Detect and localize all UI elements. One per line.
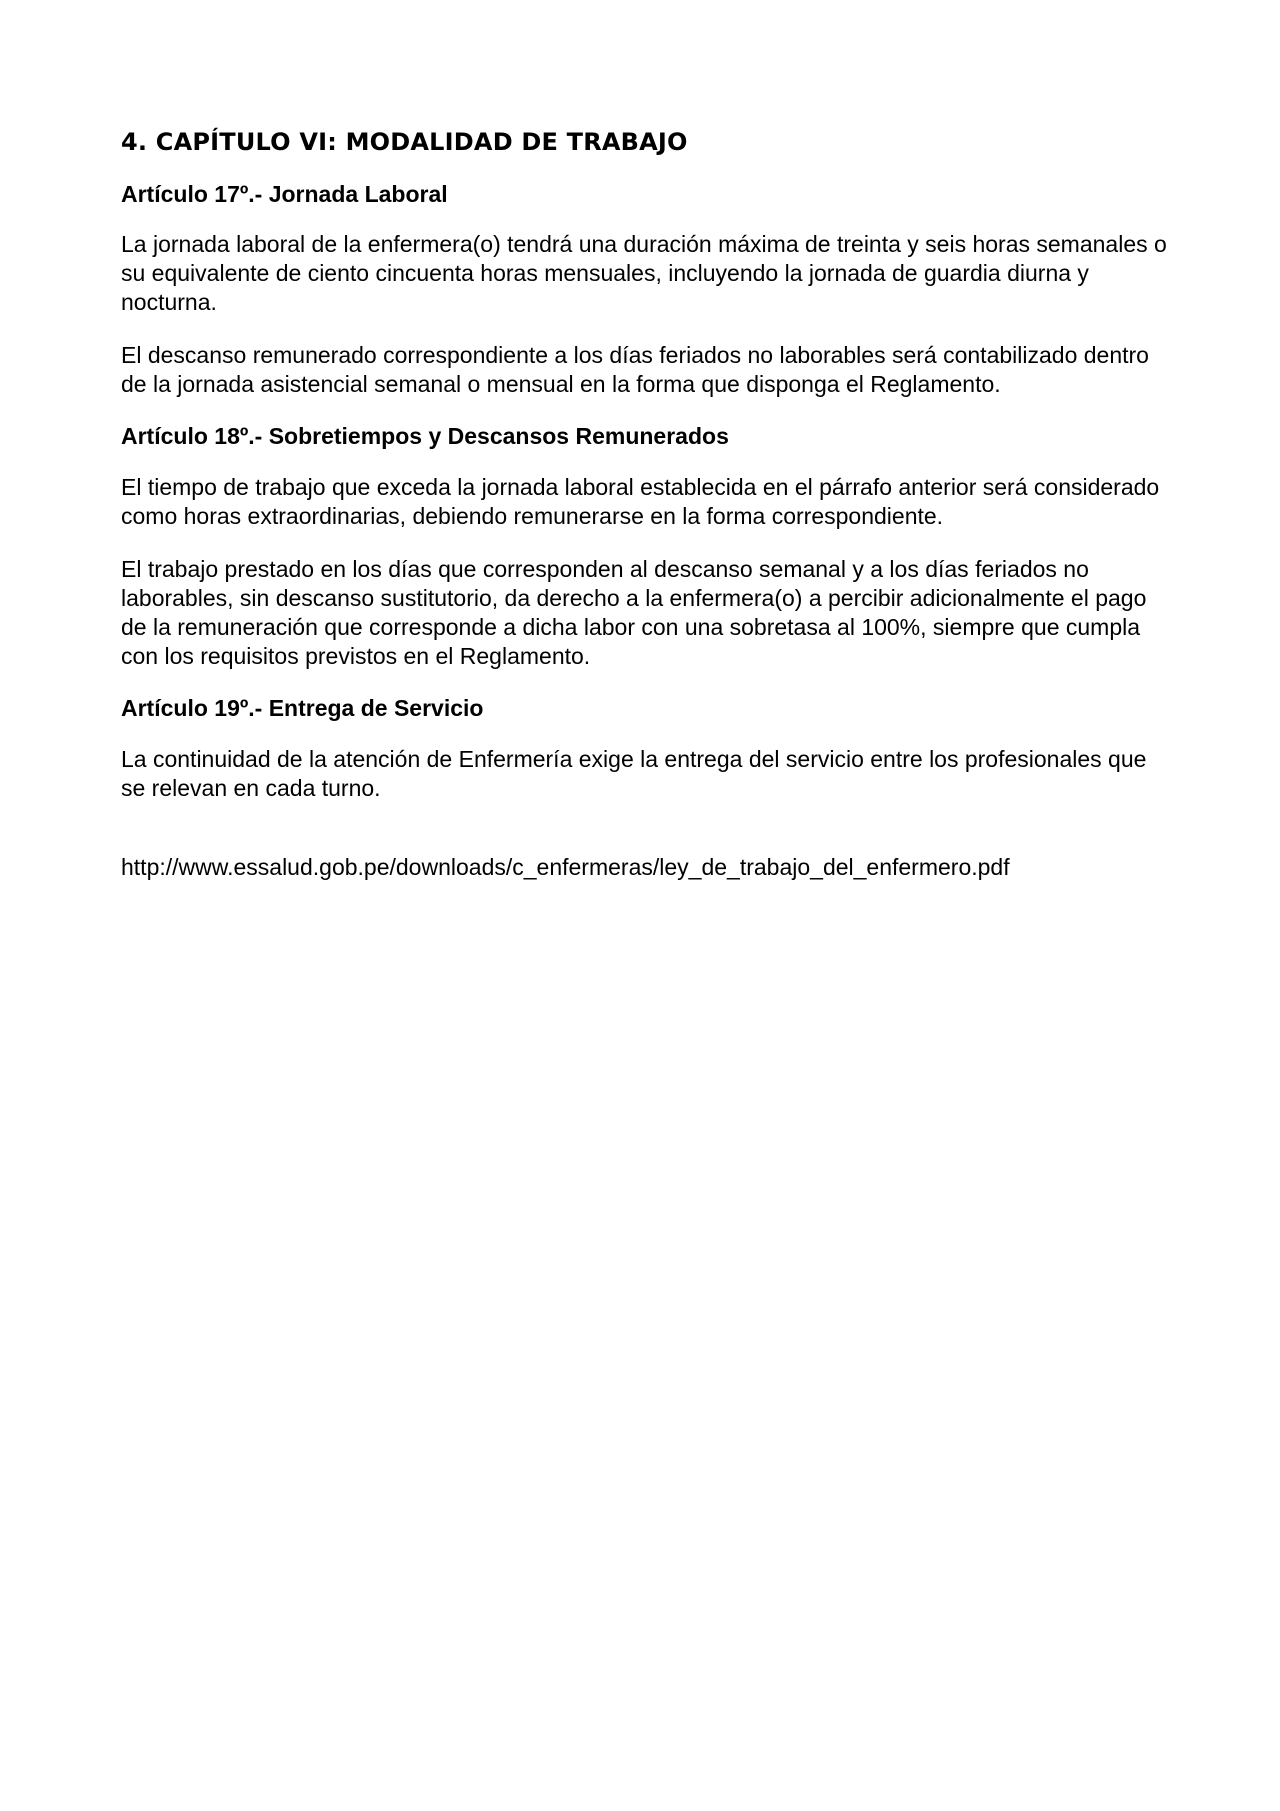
article-paragraph: El tiempo de trabajo que exceda la jornada laboral establecida en el párrafo anterior será considerado como horas extraordinarias, debiendo remunerarse en la forma correspondiente. — [121, 473, 1160, 529]
article-title: Artículo 17º.- Jornada Laboral — [121, 180, 448, 207]
article-paragraph: El trabajo prestado en los días que corresponden al descanso semanal y a los días feriados no laborables, sin descanso sustitutorio, da derecho a la enfermera(o) a percibir adicionalmente el pago de la remuneración que corresponde a dicha labor con una sobretasa al 100%, siempre que cumpla con los requisitos previstos en el Reglamento. — [121, 555, 1147, 669]
article-18 — [121, 423, 1171, 671]
article-title: Artículo 18º.- Sobretiempos y Descansos Remunerados — [121, 423, 729, 450]
article-paragraph: La jornada laboral de la enfermera(o) tendrá una duración máxima de treinta y seis horas semanales o su equivalente de ciento cincuenta horas mensuales, incluyendo la jornada de guardia diurna y nocturna. — [121, 231, 1167, 316]
chapter-title: 4. CAPÍTULO VI: MODALIDAD DE TRABAJO — [121, 128, 688, 156]
document-page — [121, 128, 1171, 882]
article-paragraph: El descanso remunerado correspondiente a los días feriados no laborables será contabilizado dentro de la jornada asistencial semanal o mensual en la forma que disponga el Reglamento. — [121, 342, 1149, 398]
article-title: Artículo 19º.- Entrega de Servicio — [121, 694, 484, 721]
article-paragraph: La continuidad de la atención de Enfermería exige la entrega del servicio entre los profesionales que se relevan en cada turno. — [121, 745, 1147, 801]
article-17 — [121, 181, 1171, 400]
source-url: http://www.essalud.gob.pe/downloads/c_enfermeras/ley_de_trabajo_del_enfermero.pdf — [121, 853, 1010, 880]
article-19 — [121, 695, 1171, 803]
